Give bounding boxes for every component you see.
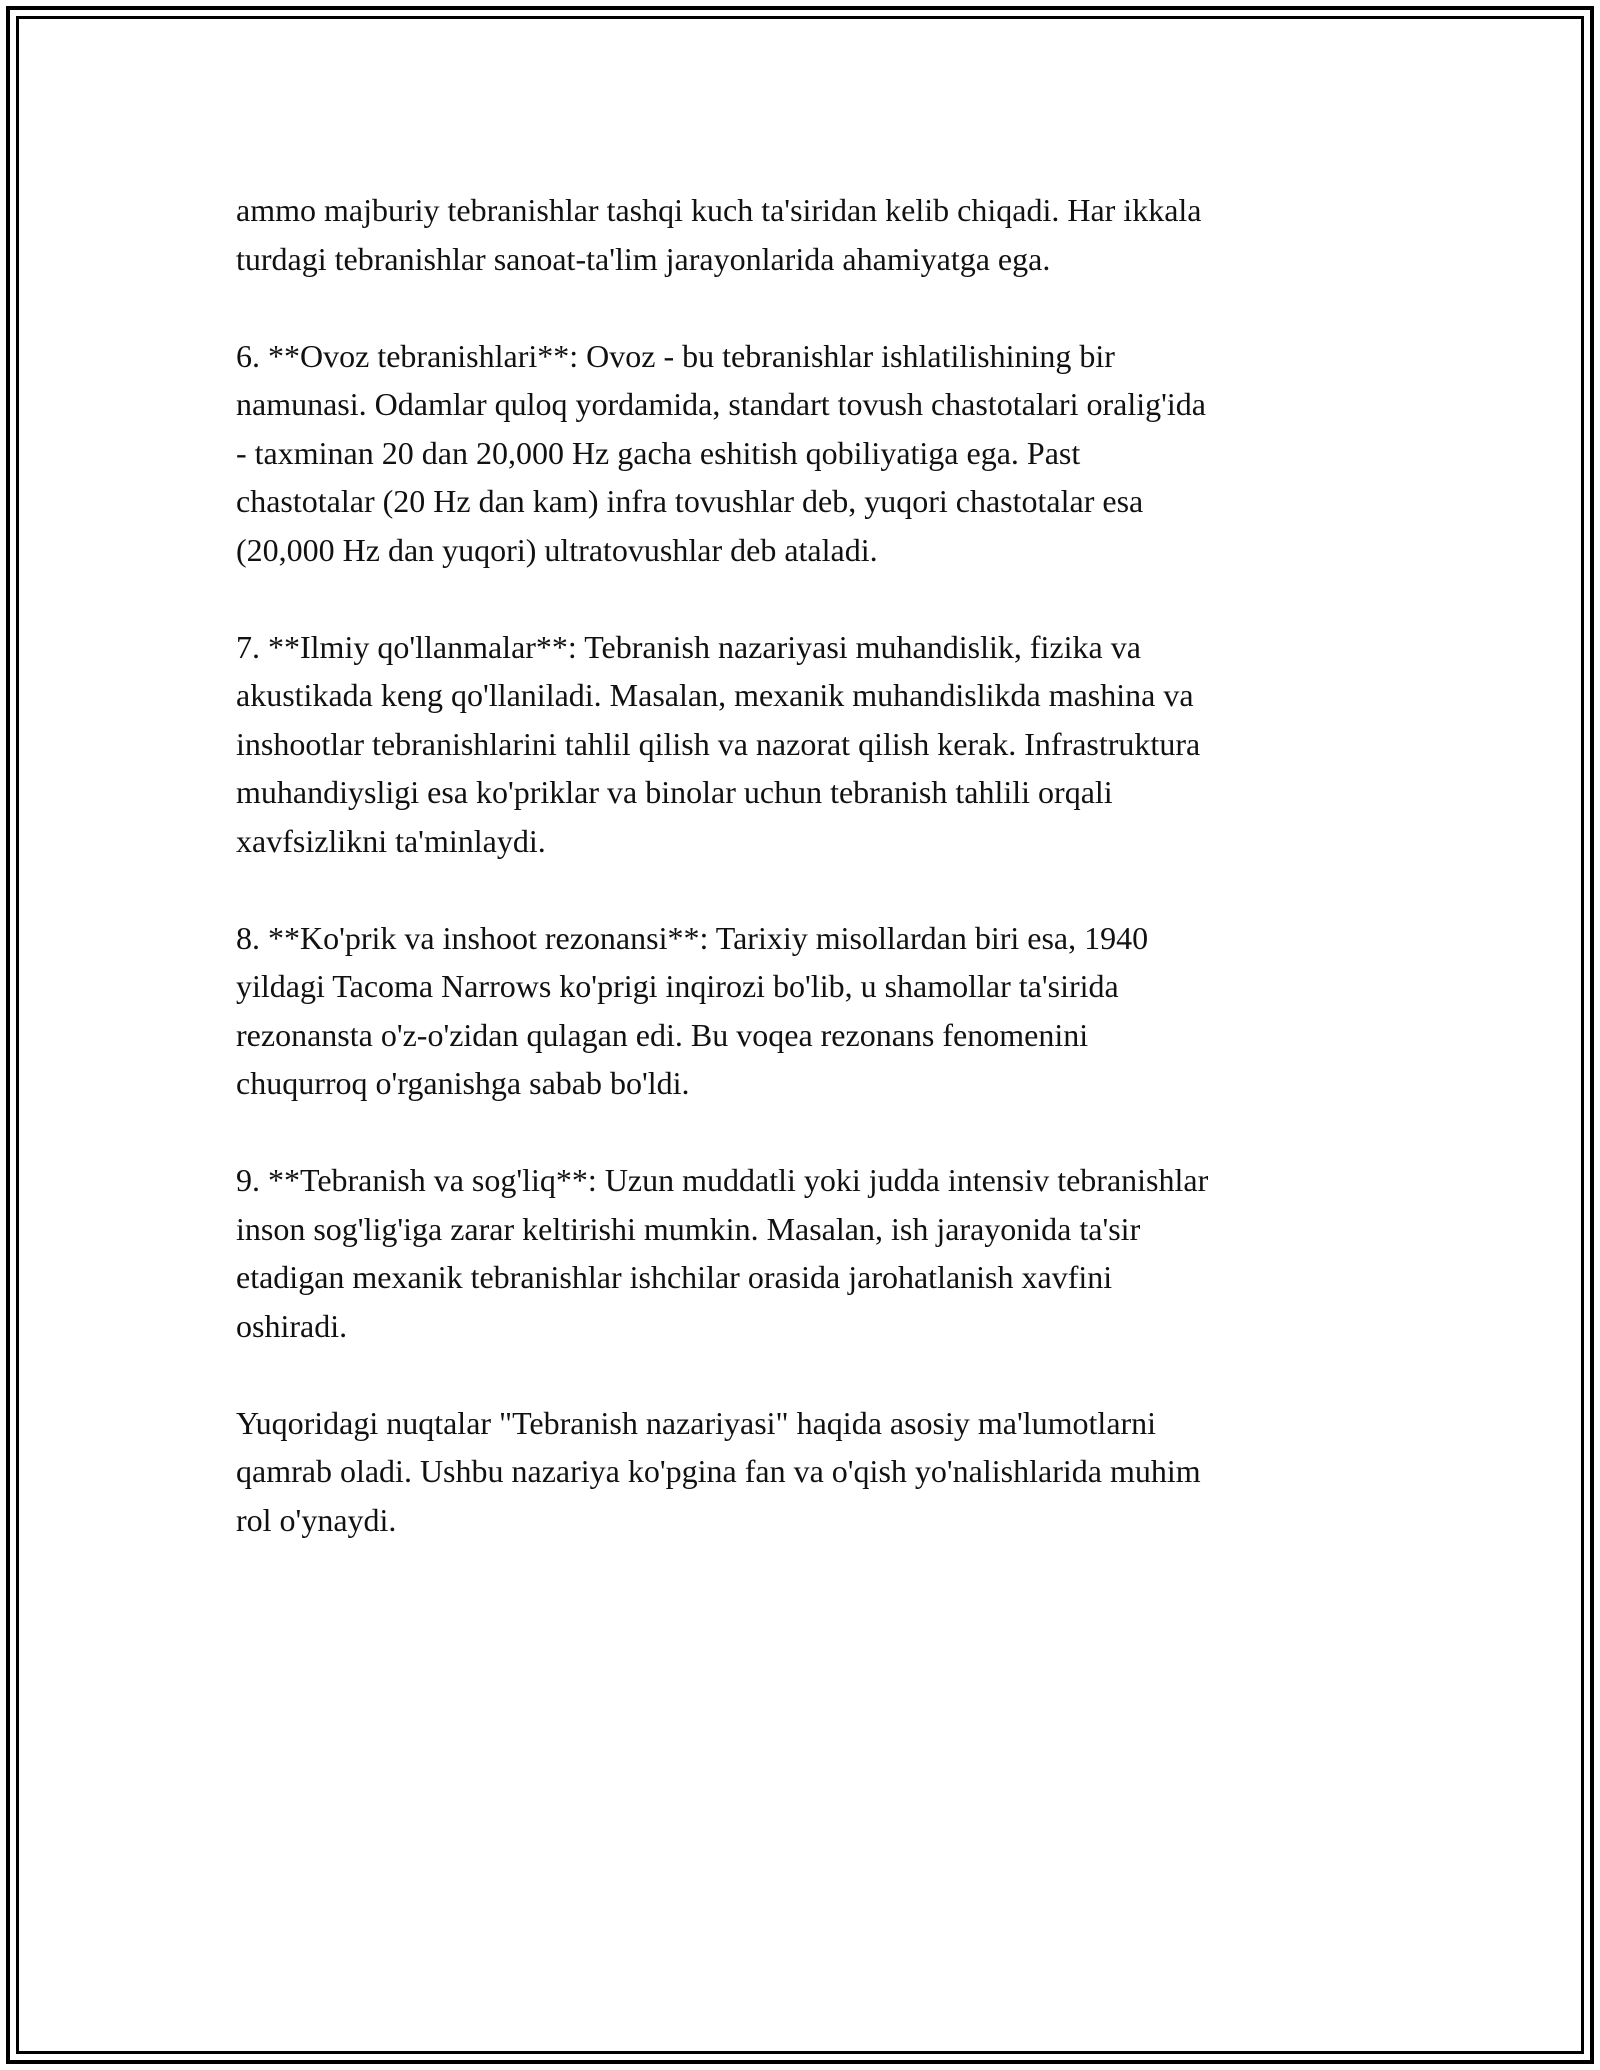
paragraph-conclusion: Yuqoridagi nuqtalar "Tebranish nazariyasi" haqida asosiy ma'lumotlarni qamrab oladi. Ushbu nazariya ko'pgina fan va o'qish yo'nalishlarida muhim rol o'ynaydi. xyxy=(236,1404,1201,1538)
paragraph-vibration-health: 9. **Tebranish va sog'liq**: Uzun muddatli yoki judda intensiv tebranishlar inson sog'lig'iga zarar keltirishi mumkin. Masalan, ish jarayonida ta'sir etadigan mexanik tebranishlar ishchilar orasida jarohatlanish xavfini oshiradi. xyxy=(236,1162,1209,1344)
paragraph-scientific-applications: 7. **Ilmiy qo'llanmalar**: Tebranish nazariyasi muhandislik, fizika va akustikada keng qo'llaniladi. Masalan, mexanik muhandislikda mashina va inshootlar tebranishlarini tahlil qilish va nazorat qilish kerak. Infrastruktura muhandiysligi esa ko'priklar va binolar uchun tebranish tahlili orqali xavfsizlikni ta'minlaydi. xyxy=(236,628,1201,859)
paragraph-bridge-resonance: 8. **Ko'prik va inshoot rezonansi**: Tarixiy misollardan biri esa, 1940 yildagi Tacoma Narrows ko'prigi inqirozi bo'lib, u shamollar ta'sirida rezonansta o'z-o'zidan qulagan edi. Bu voqea rezonans fenomenini chuqurroq o'rganishga sabab bo'ldi. xyxy=(236,919,1149,1101)
document-body xyxy=(236,186,1364,1593)
paragraph-sound-vibrations: 6. **Ovoz tebranishlari**: Ovoz - bu tebranishlar ishlatilishining bir namunasi. Odamlar quloq yordamida, standart tovush chastotalari oralig'ida - taxminan 20 dan 20,000 Hz gacha eshitish qobiliyatiga ega. Past chastotalar (20 Hz dan kam) infra tovushlar deb, yuqori chastotalar esa (20,000 Hz dan yuqori) ultratovushlar deb ataladi. xyxy=(236,337,1206,568)
paragraph-continuation: ammo majburiy tebranishlar tashqi kuch ta'siridan kelib chiqadi. Har ikkala turdagi tebranishlar sanoat-ta'lim jarayonlarida ahamiyatga ega. xyxy=(236,192,1202,277)
